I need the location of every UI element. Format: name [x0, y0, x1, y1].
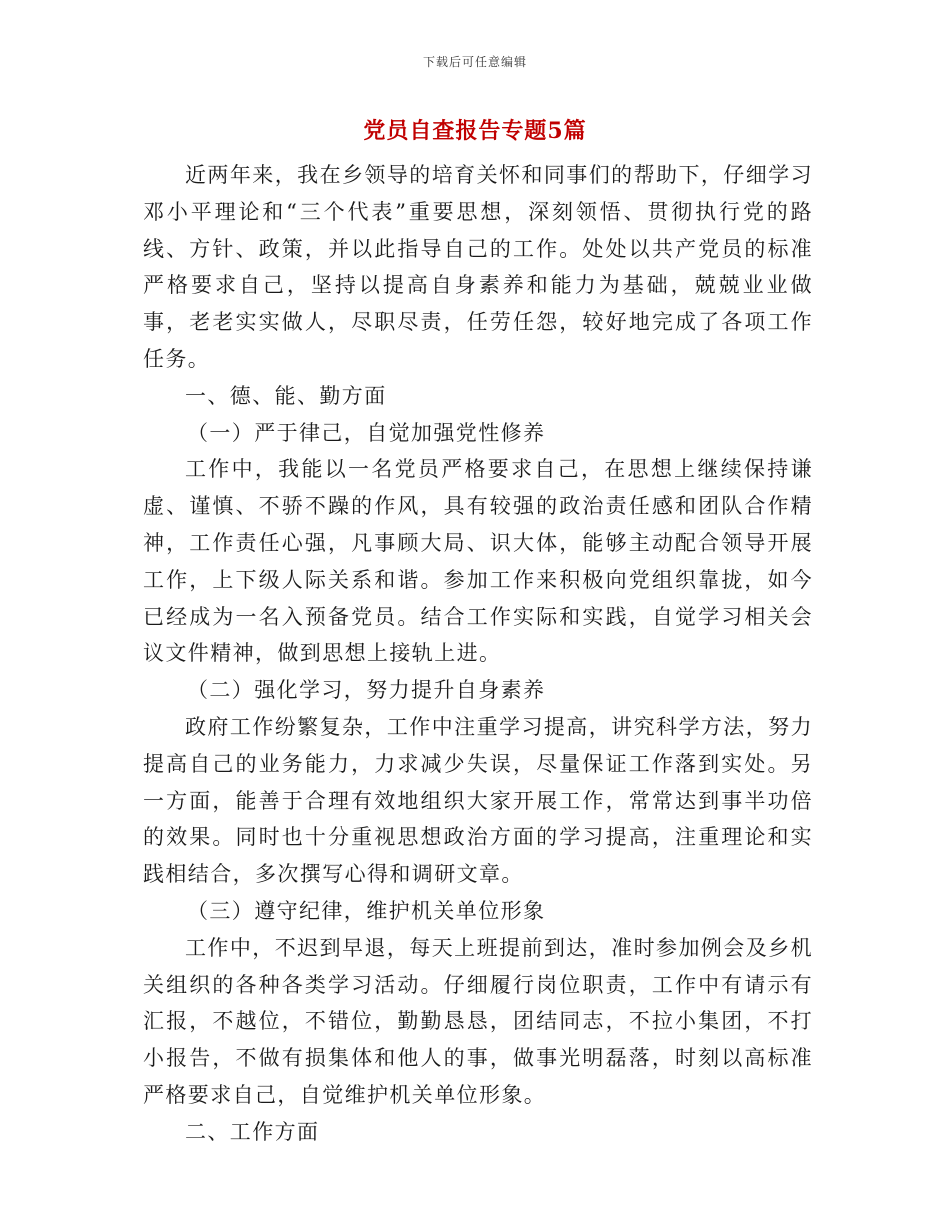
- document-body: [143, 157, 813, 1151]
- subsection-heading-2: （二）强化学习，努力提升自身素养: [187, 678, 546, 703]
- intro-paragraph: 近两年来，我在乡领导的培育关怀和同事们的帮助下，仔细学习邓小平理论和“三个代表”重要思想，深刻领悟、贯彻执行党的路线、方针、政策，并以此指导自己的工作。处处以共产党员的标准严格要求自己，坚持以提高自身素养和能力为基础，兢兢业业做事，老老实实做人，尽职尽责，任劳任怨，较好地完成了各项工作任务。: [143, 163, 813, 371]
- section-heading-1: 一、德、能、勤方面: [185, 383, 387, 408]
- subsection-heading-1: （一）严于律己，自觉加强党性修养: [187, 420, 546, 445]
- subsection-body-1: 工作中，我能以一名党员严格要求自己，在思想上继续保持谦虚、谨慎、不骄不躁的作风，具有较强的政治责任感和团队合作精神，工作责任心强，凡事顾大局、识大体，能够主动配合领导开展工作，上下级人际关系和谐。参加工作来积极向党组织靠拢，如今已经成为一名入预备党员。结合工作实际和实践，自觉学习相关会议文件精神，做到思想上接轨上进。: [143, 457, 813, 666]
- subsection-body-2: 政府工作纷繁复杂，工作中注重学习提高，讲究科学方法，努力提高自己的业务能力，力求减少失误，尽量保证工作落到实处。另一方面，能善于合理有效地组织大家开展工作，常常达到事半功倍的效果。同时也十分重视思想政治方面的学习提高，注重理论和实践相结合，多次撰写心得和调研文章。: [143, 714, 813, 887]
- subsection-body-3: 工作中，不迟到早退，每天上班提前到达，准时参加例会及乡机关组织的各种各类学习活动。仔细履行岗位职责，工作中有请示有汇报，不越位，不错位，勤勤恳恳，团结同志，不拉小集团，不打小报告，不做有损集体和他人的事，做事光明磊落，时刻以高标准严格要求自己，自觉维护机关单位形象。: [143, 935, 813, 1107]
- subsection-heading-3: （三）遵守纪律，维护机关单位形象: [187, 898, 546, 923]
- document-title: 党员自查报告专题5篇: [363, 118, 587, 144]
- page-header-note: 下载后可任意编辑: [422, 55, 527, 69]
- section-heading-2: 二、工作方面: [185, 1119, 320, 1144]
